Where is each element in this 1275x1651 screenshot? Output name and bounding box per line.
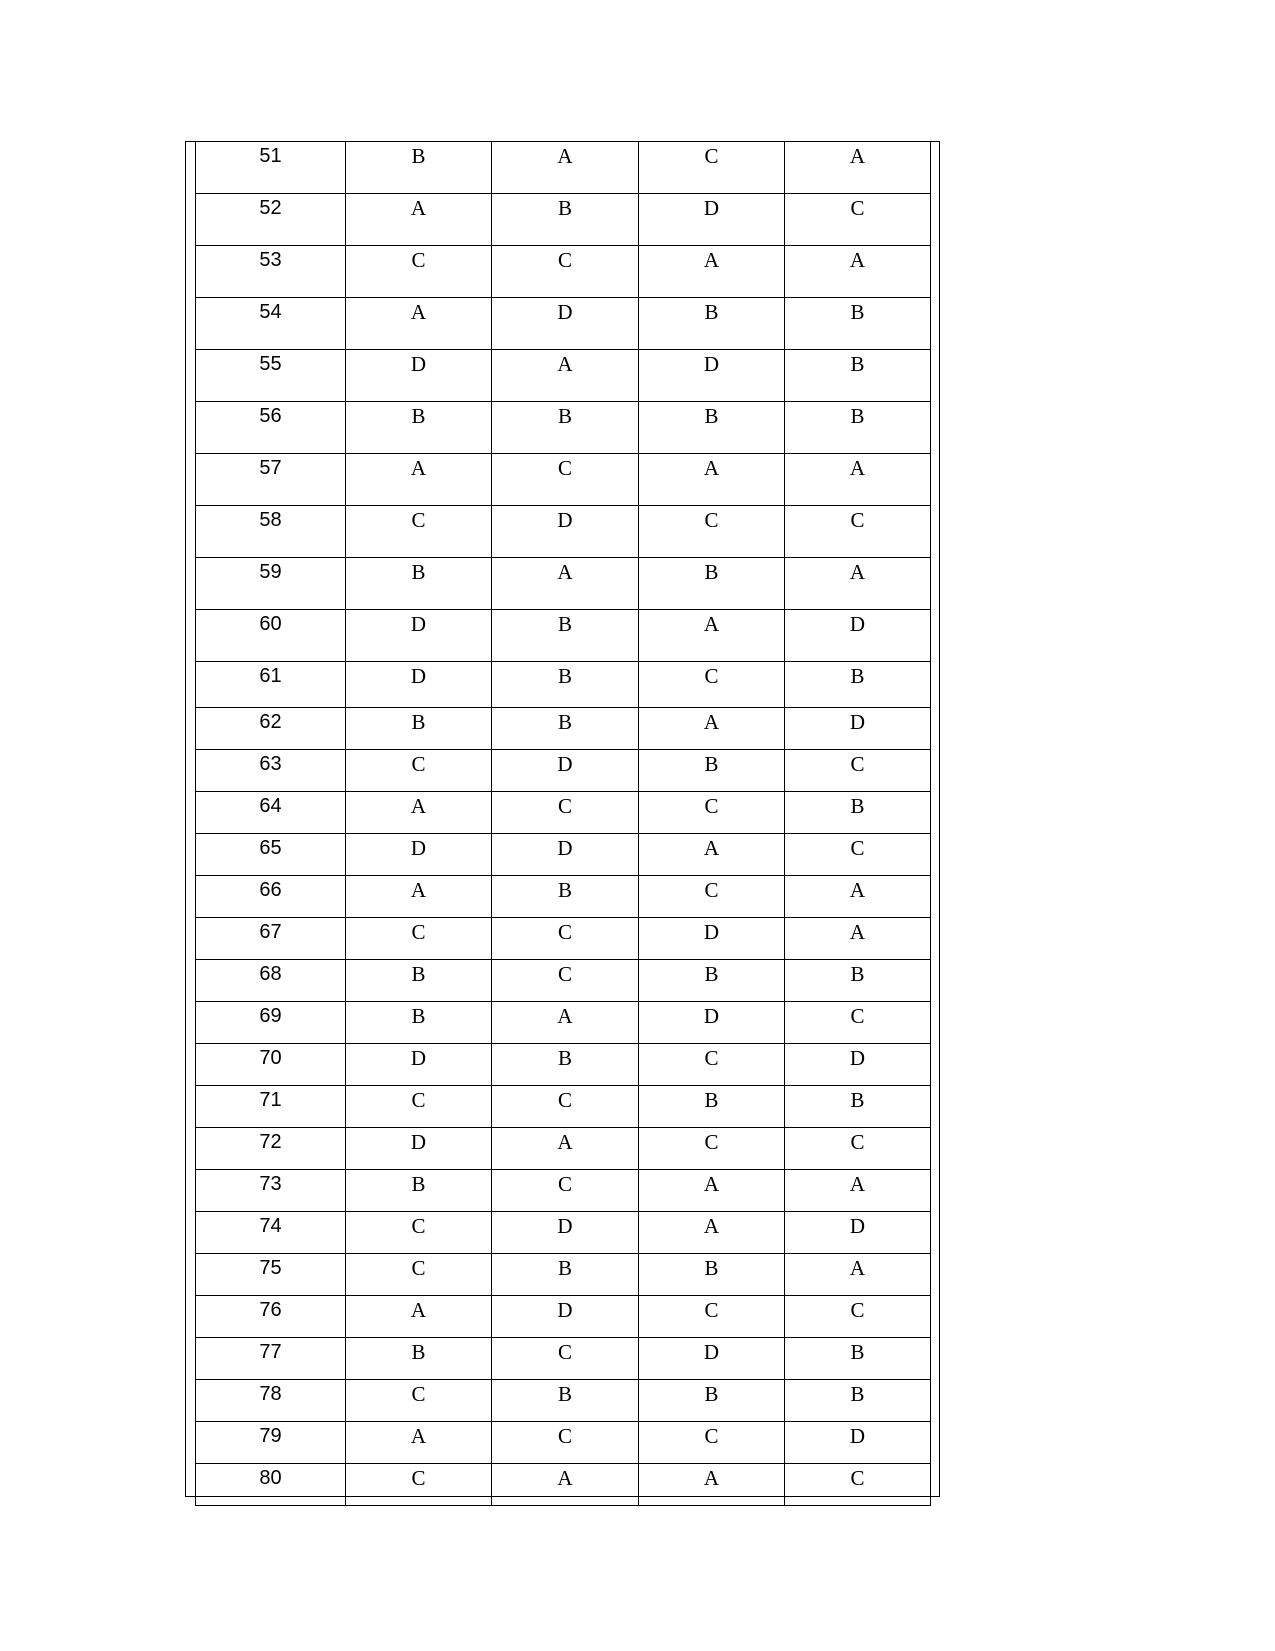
table-row [196,454,931,506]
answer-cell: D [492,298,639,350]
answer-cell: B [346,1170,492,1212]
table-row [196,1086,931,1128]
answer-cell: C [785,194,931,246]
table-row [196,350,931,402]
question-number-cell: 80 [196,1464,346,1506]
answer-cell: A [785,142,931,194]
answer-cell: A [346,1296,492,1338]
question-number-cell: 65 [196,834,346,876]
answer-cell: C [785,1464,931,1506]
table-row [196,558,931,610]
answer-cell: C [346,1254,492,1296]
answer-cell: D [492,750,639,792]
table-row [196,246,931,298]
answer-cell: A [785,1254,931,1296]
answer-cell: C [346,750,492,792]
answer-cell: A [785,876,931,918]
answer-cell: A [492,558,639,610]
answer-cell: A [785,918,931,960]
question-number-cell: 77 [196,1338,346,1380]
table-row [196,834,931,876]
answer-cell: A [639,246,785,298]
answer-cell: A [492,1464,639,1506]
answer-cell: D [492,1296,639,1338]
question-number-cell: 59 [196,558,346,610]
answer-cell: A [346,454,492,506]
answer-cell: C [639,142,785,194]
answer-cell: C [346,246,492,298]
answer-cell: C [492,1170,639,1212]
answer-cell: C [639,662,785,708]
answer-cell: B [346,960,492,1002]
answer-cell: B [785,1086,931,1128]
answer-cell: A [639,708,785,750]
answer-cell: B [639,750,785,792]
question-number-cell: 66 [196,876,346,918]
answer-cell: D [346,350,492,402]
answer-cell: C [492,1422,639,1464]
answer-cell: D [492,506,639,558]
answer-cell: D [492,834,639,876]
question-number-cell: 78 [196,1380,346,1422]
answer-cell: C [492,246,639,298]
answer-cell: B [639,1086,785,1128]
answer-cell: A [492,350,639,402]
question-number-cell: 53 [196,246,346,298]
answer-cell: A [639,610,785,662]
question-number-cell: 55 [196,350,346,402]
table-row [196,402,931,454]
question-number-cell: 75 [196,1254,346,1296]
answer-cell: C [492,1086,639,1128]
answer-cell: C [346,1464,492,1506]
answer-cell: D [639,194,785,246]
answer-cell: C [785,1002,931,1044]
answer-cell: C [785,1296,931,1338]
answer-cell: B [492,402,639,454]
answer-cell: A [346,298,492,350]
answer-cell: A [492,142,639,194]
question-number-cell: 60 [196,610,346,662]
table-row [196,194,931,246]
table-row [196,750,931,792]
question-number-cell: 52 [196,194,346,246]
answer-cell: D [639,350,785,402]
answer-cell: A [639,1464,785,1506]
question-number-cell: 54 [196,298,346,350]
answer-cell: D [492,1212,639,1254]
answer-cell: A [785,454,931,506]
answer-cell: B [492,876,639,918]
answer-cell: B [492,708,639,750]
question-number-cell: 56 [196,402,346,454]
answer-cell: B [492,610,639,662]
answer-cell: A [346,1422,492,1464]
table-row [196,876,931,918]
answer-cell: C [785,834,931,876]
answer-cell: D [785,1212,931,1254]
answer-cell: C [346,1212,492,1254]
answer-cell: C [639,876,785,918]
answer-cell: C [492,1338,639,1380]
question-number-cell: 63 [196,750,346,792]
table-row [196,708,931,750]
answer-cell: C [639,1296,785,1338]
answer-cell: A [639,1212,785,1254]
answer-cell: B [346,402,492,454]
table-row [196,918,931,960]
table-row [196,298,931,350]
question-number-cell: 61 [196,662,346,708]
answer-cell: C [785,506,931,558]
question-number-cell: 67 [196,918,346,960]
answer-cell: B [639,1380,785,1422]
answer-cell: A [346,194,492,246]
answer-cell: C [639,506,785,558]
answer-cell: B [639,1254,785,1296]
table-row [196,1002,931,1044]
answer-cell: C [492,960,639,1002]
answer-cell: B [785,1338,931,1380]
answer-cell: C [492,792,639,834]
answer-cell: C [346,1380,492,1422]
answer-cell: B [346,708,492,750]
table-row [196,960,931,1002]
answer-cell: B [785,298,931,350]
answer-cell: D [346,1128,492,1170]
answer-cell: B [785,350,931,402]
answer-key-table [195,141,931,1506]
answer-cell: B [785,960,931,1002]
question-number-cell: 70 [196,1044,346,1086]
answer-cell: C [492,454,639,506]
answer-cell: A [639,834,785,876]
answer-cell: C [639,1128,785,1170]
answer-cell: B [639,960,785,1002]
answer-cell: A [346,876,492,918]
question-number-cell: 73 [196,1170,346,1212]
table-row [196,506,931,558]
question-number-cell: 64 [196,792,346,834]
answer-cell: A [492,1128,639,1170]
answer-cell: D [639,918,785,960]
table-row [196,1128,931,1170]
answer-cell: B [492,662,639,708]
answer-cell: C [639,792,785,834]
answer-cell: C [785,750,931,792]
answer-cell: D [639,1002,785,1044]
answer-cell: A [639,1170,785,1212]
answer-cell: C [639,1044,785,1086]
answer-cell: D [346,834,492,876]
table-row [196,1296,931,1338]
answer-cell: B [346,558,492,610]
answer-cell: A [785,246,931,298]
question-number-cell: 69 [196,1002,346,1044]
answer-cell: D [639,1338,785,1380]
answer-cell: C [492,918,639,960]
answer-cell: A [785,558,931,610]
table-row [196,1212,931,1254]
answer-cell: B [492,1044,639,1086]
answer-cell: B [346,1338,492,1380]
table-row [196,662,931,708]
question-number-cell: 58 [196,506,346,558]
answer-cell: B [639,298,785,350]
question-number-cell: 57 [196,454,346,506]
table-row [196,1044,931,1086]
answer-cell: B [639,558,785,610]
answer-cell: A [785,1170,931,1212]
answer-cell: C [639,1422,785,1464]
answer-cell: A [346,792,492,834]
table-row [196,1170,931,1212]
answer-cell: D [785,1044,931,1086]
question-number-cell: 51 [196,142,346,194]
table-row [196,610,931,662]
answer-cell: B [492,1254,639,1296]
table-row [196,1380,931,1422]
answer-cell: B [492,194,639,246]
table-row [196,1422,931,1464]
answer-cell: D [346,610,492,662]
answer-cell: D [346,1044,492,1086]
answer-cell: B [492,1380,639,1422]
answer-cell: B [346,1002,492,1044]
answer-cell: C [346,506,492,558]
question-number-cell: 62 [196,708,346,750]
answer-cell: C [346,1086,492,1128]
answer-cell: B [785,792,931,834]
answer-cell: B [639,402,785,454]
answer-cell: B [346,142,492,194]
answer-cell: C [785,1128,931,1170]
question-number-cell: 74 [196,1212,346,1254]
table-row [196,1254,931,1296]
table-row [196,792,931,834]
answer-cell: D [785,708,931,750]
question-number-cell: 71 [196,1086,346,1128]
answer-cell: A [492,1002,639,1044]
table-row [196,1338,931,1380]
question-number-cell: 72 [196,1128,346,1170]
answer-cell: C [346,918,492,960]
answer-cell: B [785,402,931,454]
table-row [196,1464,931,1506]
answer-key-body [196,142,931,1506]
answer-cell: A [639,454,785,506]
answer-cell: D [346,662,492,708]
question-number-cell: 68 [196,960,346,1002]
answer-cell: B [785,662,931,708]
answer-cell: B [785,1380,931,1422]
question-number-cell: 79 [196,1422,346,1464]
table-row [196,142,931,194]
question-number-cell: 76 [196,1296,346,1338]
answer-cell: D [785,610,931,662]
answer-cell: D [785,1422,931,1464]
